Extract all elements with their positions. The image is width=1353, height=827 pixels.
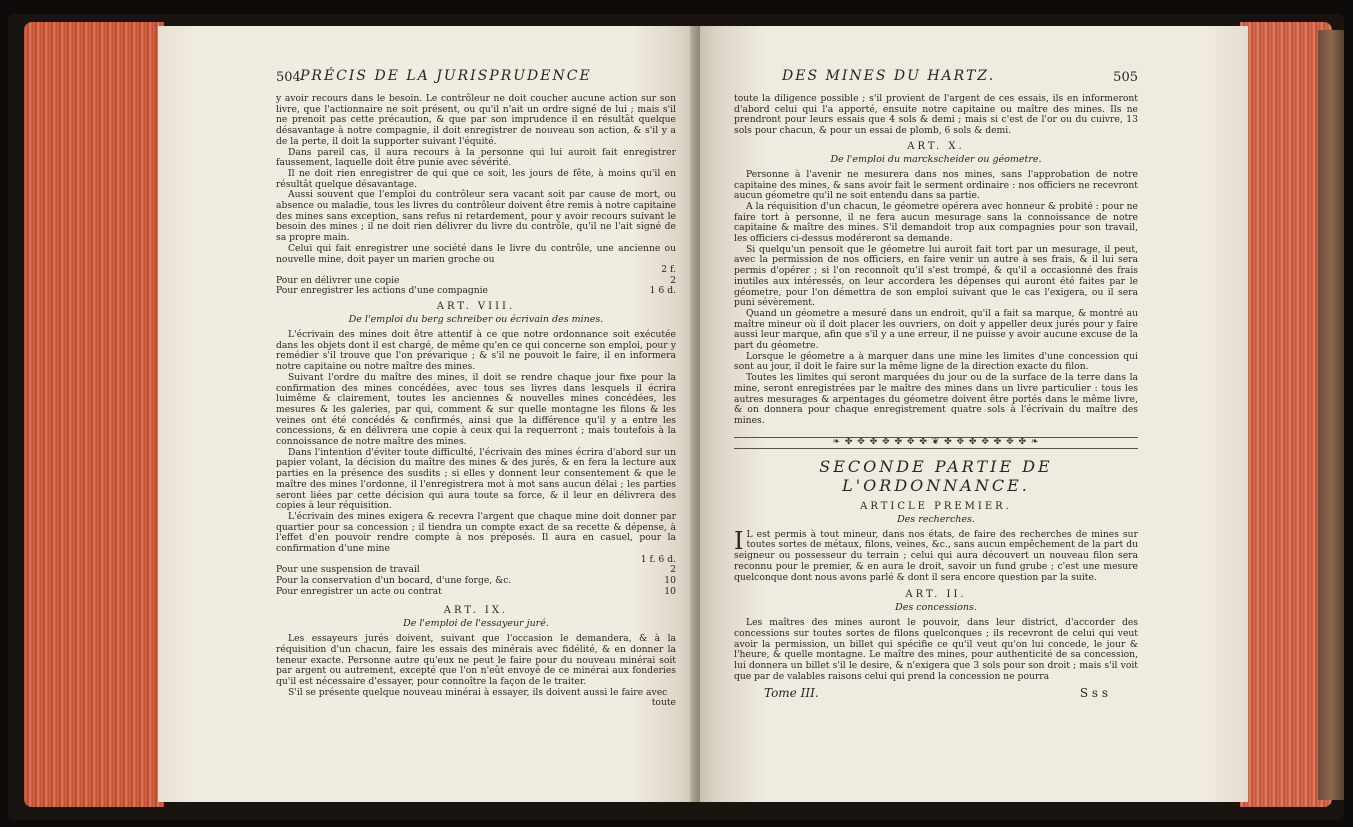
fee-line: 2 f.: [661, 264, 676, 276]
paragraph: Aussi souvent que l'emploi du contrôleur sera vacant soit par cause de mort, ou absence ou maladie, tous les livres du contrôleur doivent être remis à notre capitaine des mines sans exception, sans refus ni retardement, pour y avoir recours suivant le besoin des mines ; il ne doit rien délivrer du livre du contrôle, qu'il ne l'ait signé de sa propre main.: [276, 189, 676, 244]
left-running-head: [276, 68, 676, 94]
left-running-title: PRÉCIS DE LA JURISPRUDENCE: [300, 68, 592, 84]
paragraph: toute la diligence possible ; s'il provient de l'argent de ces essais, ils en informeront d'abord celui qui l'a apporté, ensuite notre capitaine ou maître des mines. Ils ne prendront pour leurs essais que 4 sols & demi ; mais si c'est de l'or ou du cuivre, 13 sols pour chacun, & pour un essai de plomb, 6 sols & demi.: [734, 93, 1138, 137]
paragraph: L'écrivain des mines exigera & recevra l'argent que chaque mine doit donner par quartier pour sa concession ; il tiendra un compte exact de sa recette & dépense, à l'effet d'en pouvoir rendre compte à nos préposés. Il aura en casuel, pour la confirmation d'une mine: [276, 510, 676, 555]
fee-line: Pour enregistrer les actions d'une compagnie 1 6 d.: [276, 285, 676, 297]
page-footer: [734, 686, 1138, 700]
article-heading: ART. IX.: [443, 605, 509, 617]
article-subheading: De l'emploi de l'essayeur juré.: [403, 618, 549, 630]
right-page-number: 505: [1113, 70, 1138, 85]
paragraph: Toutes les limites qui seront marquées du jour ou de la surface de la terre dans la mine, seront enregistrées par le maître des mines dans un livre particulier : tous les autres mesurages & arpentages du géometre doivent être portés dans le même livre, & on donnera pour chaque enregistrement quatre sols à l'écrivain du maître des mines.: [734, 372, 1138, 426]
paragraph: Quand un géometre a mesuré dans un endroit, qu'il a fait sa marque, & montré au maître mineur où il doit placer les ouvriers, on doit y appeller deux jurés pour y faire aussi leur marque, afin que s'il y a une erreur, il ne puisse y avoir aucune excuse de la part du géometre.: [734, 307, 1138, 352]
paragraph: A la réquisition d'un chacun, le géometre opérera avec honneur & probité : pour ne faire tort à personne, il ne fera aucun mesurage sans la connoissance de notre capitaine & maître des mines. S'il demandoit trop aux compagnies pour son travail, les officiers ci-dessus modéreront sa demande.: [734, 200, 1138, 245]
drop-cap: I: [734, 526, 744, 555]
left-page-number: 504: [276, 70, 301, 85]
article-heading: ART. II.: [905, 589, 967, 601]
paragraph: Il ne doit rien enregistrer de qui que ce soit, les jours de fête, à moins qu'il en résultât quelque désavantage.: [276, 167, 676, 190]
right-running-head: [734, 68, 1138, 94]
article-subheading: Des concessions.: [895, 602, 977, 614]
paragraph: L'écrivain des mines doit être attentif à ce que notre ordonnance soit exécutée dans les objets dont il est chargé, de même qu'en ce qui concerne son emploi, pour y remédier s'il trouve que l'on prévarique ; & s'il ne pouvoit le faire, il en informera notre capitaine ou notre maître des mines.: [276, 329, 676, 373]
fee-line: Pour en délivrer une copie 2: [276, 274, 676, 286]
article-heading: ART. VIII.: [436, 301, 516, 313]
paragraph: I L est permis à tout mineur, dans nos états, de faire des recherches de mines sur toutes sortes de métaux, filons, veines, &c., sans aucun empêchement de la part du seigneur ou possesseur du terrain ; celui qui aura découvert un nouveau filon sera reconnu pour le premier, & en aura le droit, savoir un fund grube ; c'est une mesure quelconque dont nous avons parlé & dont il sera encore question par la suite.: [734, 526, 1138, 583]
decorative-ornament: ❧ ✤ ✥ ✤ ✥ ✤ ✥ ✤ ❦ ✤ ✥ ✤ ✥ ✤ ✥ ✤ ❧: [734, 437, 1138, 449]
catchword: toute: [651, 697, 676, 709]
article-subheading: De l'emploi du berg schreiber ou écrivain des mines.: [348, 314, 604, 326]
paragraph: Lorsque le géometre a à marquer dans une mine les limites d'une concession qui sont au jour, il doit le faire sur la même ligne de la direction exacte du filon.: [734, 350, 1138, 373]
article-subheading: De l'emploi du marckscheider ou géometre.: [830, 153, 1042, 165]
part-title: SECONDE PARTIE DE L'ORDONNANCE.: [819, 456, 1053, 495]
paragraph: Suivant l'ordre du maître des mines, il doit se rendre chaque jour fixe pour la confirmation des mines concédées, avec tous ses livres dans lesquels il écrira luimême & clairement, toutes les anciennes & nouvelles mines concédées, les mesures & les galeries, par qui, comment & sur quelle montagne les filons & les veines ont été concédés & confirmés, ainsi que la différence qu'il y a entre les concessions, & en délivrera une copie à ceux qui la requerront ; mais toutefois à la connoissance de notre maître des mines.: [276, 371, 676, 448]
paragraph: y avoir recours dans le besoin. Le contrôleur ne doit coucher aucune action sur son livre, que l'actionnaire ne soit présent, ou qu'il n'ait un ordre signé de lui ; mais s'il ne prenoit pas cette précaution, & que par son imprudence il en résultât quelque désavantage à notre compagnie, il doit enregistrer de nouveau son action, & s'il y a de la perte, il doit la supporter suivant l'équité.: [276, 93, 676, 147]
paragraph: S'il se présente quelque nouveau minérai à essayer, ils doivent aussi le faire avec: [288, 686, 668, 698]
left-page: [158, 26, 696, 802]
page-edges-left: [24, 22, 164, 807]
paragraph: Dans l'intention d'éviter toute difficulté, l'écrivain des mines écrira d'abord sur un papier volant, la décision du maître des mines & des jurés, & en fera la lecture aux parties en la présence des susdits ; si elles y donnent leur consentement & que le maître des mines l'ordonne, il l'enregistrera mot à mot sans aucun délai ; les parties seront liées par cette décision qui aura toute sa force, & il leur en délivrera des copies à leur réquisition.: [276, 446, 676, 512]
article-heading: ART. X.: [907, 140, 965, 152]
fee-line: Pour la conservation d'un bocard, d'une forge, &c. 10: [276, 574, 676, 586]
signature-mark: S s s: [1079, 686, 1108, 701]
paragraph: Si quelqu'un pensoit que le géometre lui auroit fait tort par un mesurage, il peut, avec la permission de nos officiers, en faire venir un autre à ses frais, & il lui sera permis d'opérer ; si l'on reconnoît qu'il s'est trompé, & qu'il a occasionné des frais inutiles aux intéressés, on leur accordera les dépenses qui auront été faites par le géometre, pour l'on démettra de son emploi suivant que le cas l'exigera, ou il sera puni sévèrement.: [734, 243, 1138, 309]
fee-line: Pour une suspension de travail 2: [276, 564, 676, 576]
paragraph: Les maîtres des mines auront le pouvoir, dans leur district, d'accorder des concessions sur toutes sortes de filons quelconques ; ils recevront de celui qui veut avoir la permission, un billet qui spécifie ce qu'il veut qu'on lui concede, le jour & l'heure, & quelle montagne. Le maître des mines, pour authenticité de sa concession, lui donnera un billet s'il le desire, & n'exigera que 3 sols pour son droit ; mais s'il voit que par de valables raisons celui qui prend la concession ne pourra: [734, 617, 1138, 682]
article-subheading: Des recherches.: [897, 513, 975, 525]
article-heading: ARTICLE PREMIER.: [860, 500, 1012, 512]
book-cover-edge: [1318, 30, 1344, 800]
right-page: [700, 26, 1248, 802]
paragraph: Les essayeurs jurés doivent, suivant que l'occasion le demandera, & à la réquisition d'un chacun, faire les essais des minérais avec fidélité, & en donner la teneur exacte. Personne autre qu'eux ne peut le faire pour du nouveau minérai soit par argent ou autrement, excepté que l'on n'eût envoyé de ce minérai aux fonderies qu'il est nécessaire d'essayer, pour connoître la façon de le traiter.: [276, 633, 676, 687]
volume-label: Tome III.: [764, 686, 819, 701]
right-running-title: DES MINES DU HARTZ.: [782, 68, 996, 84]
paragraph: Dans pareil cas, il aura recours à la personne qui lui auroit fait enregistrer faussement, laquelle doit être punie avec sévérité.: [276, 146, 676, 169]
fee-line: Pour enregistrer un acte ou contrat 10: [276, 585, 676, 597]
paragraph: Personne à l'avenir ne mesurera dans nos mines, sans l'approbation de notre capitaine des mines, & sans avoir fait le serment ordinaire : nos officiers ne recevront aucun géometre qu'il ne soit entendu dans sa partie.: [734, 168, 1138, 202]
paragraph: Celui qui fait enregistrer une société dans le livre du contrôle, une ancienne ou nouvelle mine, doit payer un marien groche ou: [276, 242, 676, 265]
fee-line: 1 f. 6 d.: [640, 553, 676, 565]
